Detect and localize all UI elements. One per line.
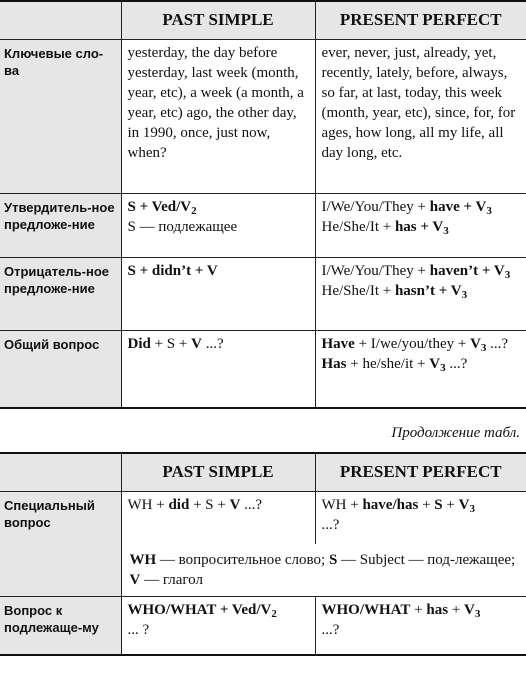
- formula-part: WH +: [127, 497, 169, 513]
- row-label-negative: Отрицатель-ное предложе-ние: [0, 258, 121, 331]
- formula-part: + V: [478, 263, 505, 279]
- formula-verb: V: [191, 336, 202, 352]
- formula-part: +: [418, 497, 435, 513]
- formula-verb: V: [229, 497, 241, 513]
- formula-part: WH +: [321, 497, 363, 513]
- row-label-affirmative: Утвердитель-ное предложе-ние: [0, 194, 121, 258]
- table-row-keywords: [0, 40, 526, 194]
- formula-part: +: [448, 602, 465, 618]
- formula-part: I/We/You/They +: [321, 263, 430, 279]
- formula-part: + S +: [150, 336, 192, 352]
- past-subject-question: [121, 597, 315, 655]
- subscript: 3: [480, 342, 487, 354]
- formula-part: ...?: [321, 622, 340, 638]
- subscript: 3: [486, 205, 492, 217]
- subscript: 3: [461, 289, 468, 301]
- table-row-general-question: [0, 331, 526, 408]
- table-header-row: [0, 453, 526, 492]
- formula-part: + S +: [189, 497, 230, 513]
- formula-aux: has: [426, 602, 449, 618]
- formula-aux: has: [394, 219, 417, 235]
- formula-aux: haven’t: [429, 263, 479, 279]
- subscript: 2: [271, 608, 277, 620]
- note-text: — вопросительное слово;: [156, 551, 329, 568]
- note-term: S: [328, 551, 338, 568]
- formula-part: ...?: [486, 336, 509, 352]
- table-row-negative: [0, 258, 526, 331]
- special-question-note: [121, 544, 526, 597]
- continuation-caption: Продолжение табл.: [391, 425, 520, 441]
- formula-subject: S: [434, 497, 443, 513]
- formula-aux: have: [429, 199, 460, 215]
- past-keywords: yesterday, the day before yesterday, last week (month, year, etc), a week (a month, a year, etc) ago, the other day, in 1990, once, just now, when?: [121, 40, 315, 194]
- row-label-subject-question: Вопрос к подлежаще-му: [0, 597, 121, 655]
- formula-part: + he/she/it +: [346, 356, 430, 372]
- formula-part: + V: [459, 199, 487, 215]
- header-present-perfect: PRESENT PERFECT: [315, 1, 526, 40]
- past-negative-formula: S + didn’t + V: [127, 263, 218, 279]
- header-past-simple: PAST SIMPLE: [121, 1, 315, 40]
- table-header-row: [0, 1, 526, 40]
- table-row-special-question: [0, 492, 526, 544]
- note-text: — глагол: [140, 571, 203, 588]
- past-affirmative-note: S — подлежащее: [127, 219, 238, 235]
- header-past-simple: PAST SIMPLE: [121, 453, 315, 492]
- formula-part: + V: [434, 283, 462, 299]
- subscript: 3: [469, 503, 475, 515]
- formula-aux: Did: [127, 336, 151, 352]
- formula-aux: hasn’t: [394, 283, 435, 299]
- formula-part: ...?: [240, 497, 263, 513]
- formula-verb: V: [458, 497, 470, 513]
- row-label-general-question: Общий вопрос: [0, 331, 121, 408]
- note-text: — Subject — под-лежащее;: [337, 551, 516, 568]
- perfect-affirmative: [315, 194, 526, 258]
- past-negative: [121, 258, 315, 331]
- formula-part: He/She/It +: [321, 219, 395, 235]
- row-label-keywords: Ключевые сло-ва: [0, 40, 121, 194]
- formula-verb: V: [464, 602, 475, 618]
- formula-aux: Has: [321, 356, 347, 372]
- formula-part: WHO/WHAT + Ved/V: [127, 602, 272, 618]
- past-general-question: [121, 331, 315, 408]
- table-row-subject-question: [0, 597, 526, 655]
- subscript: 2: [191, 205, 197, 217]
- formula-part: +: [442, 497, 459, 513]
- formula-part: + V: [416, 219, 444, 235]
- formula-aux: Have: [321, 336, 355, 352]
- formula-part: WHO/WHAT: [321, 602, 411, 618]
- formula-part: I/We/You/They +: [321, 199, 430, 215]
- header-empty-cell: [0, 1, 121, 40]
- past-affirmative: [121, 194, 315, 258]
- perfect-subject-question: [315, 597, 526, 655]
- formula-part: ... ?: [127, 622, 150, 638]
- header-empty-cell: [0, 453, 121, 492]
- subscript: 3: [474, 608, 481, 620]
- perfect-negative: [315, 258, 526, 331]
- formula-part: +: [410, 602, 427, 618]
- formula-part: ...?: [321, 517, 340, 533]
- formula-part: + I/we/you/they +: [354, 336, 471, 352]
- note-term: V: [129, 571, 141, 588]
- formula-part: ...?: [201, 336, 224, 352]
- formula-verb: V: [470, 336, 481, 352]
- note-term: WH: [129, 551, 157, 568]
- perfect-general-question: [315, 331, 526, 408]
- formula-part: ...?: [445, 356, 468, 372]
- tenses-table-part-2: [0, 452, 526, 656]
- subscript: 3: [504, 269, 511, 281]
- formula-part: He/She/It +: [321, 283, 395, 299]
- formula-aux: have/has: [362, 497, 419, 513]
- past-affirmative-formula: S + Ved/V: [127, 199, 192, 215]
- perfect-keywords: ever, never, just, already, yet, recently, lately, before, always, so far, at last, today, this week (month, year, etc), since, for, for ages, how long, all my life, all day long, etc.: [315, 40, 526, 194]
- subscript: 3: [440, 362, 446, 374]
- table-row-affirmative: [0, 194, 526, 258]
- row-label-special-question: Специальный вопрос: [0, 492, 121, 597]
- formula-aux: did: [168, 497, 190, 513]
- header-present-perfect: PRESENT PERFECT: [315, 453, 526, 492]
- formula-verb: V: [429, 356, 441, 372]
- past-special-question: [121, 492, 315, 544]
- subscript: 3: [443, 225, 449, 237]
- perfect-special-question: [315, 492, 526, 544]
